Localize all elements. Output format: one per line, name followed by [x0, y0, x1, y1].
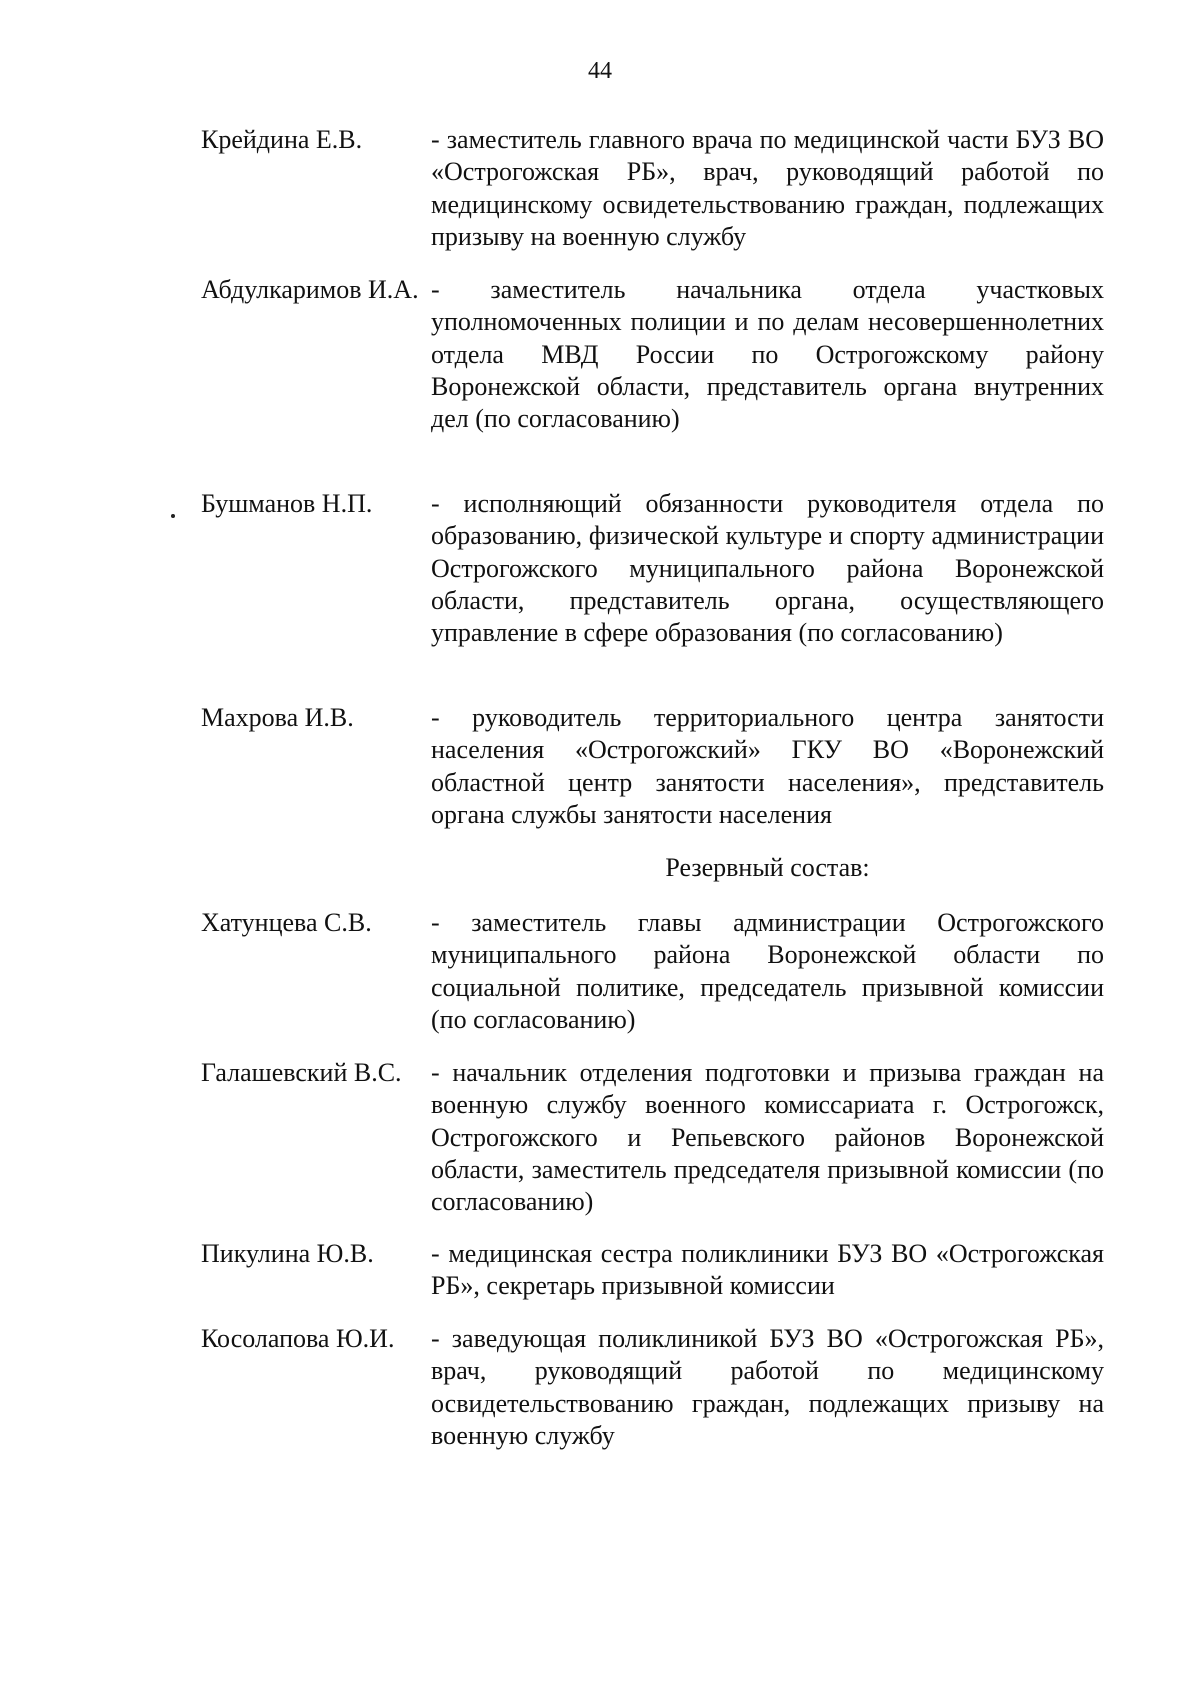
member-name: Махрова И.В. — [201, 703, 354, 732]
member-description: - заведующая поликлиникой БУЗ ВО «Острогожская РБ», врач, руководящий работой по медицинскому освидетельствованию граждан, подлежащих призыву на военную службу — [431, 1324, 1104, 1450]
member-description: - заместитель главного врача по медицинской части БУЗ ВО «Острогожская РБ», врач, руководящий работой по медицинскому освидетельствованию граждан, подлежащих призыву на военную службу — [431, 125, 1104, 251]
reserve-heading: Резервный состав: — [665, 853, 870, 882]
margin-dot-mark — [171, 514, 175, 518]
member-name: Хатунцева С.В. — [201, 908, 372, 937]
member-name: Абдулкаримов И.А. — [201, 275, 419, 304]
member-description: - заместитель главы администрации Острогожского муниципального района Воронежской области по социальной политике, председатель призывной комиссии (по согласованию) — [431, 908, 1104, 1034]
member-description: - заместитель начальника отдела участковых уполномоченных полиции и по делам несовершеннолетних отдела МВД России по Острогожскому району Воронежской области, представитель органа внутренних дел (по согласованию) — [431, 275, 1104, 434]
member-description: - начальник отделения подготовки и призыва граждан на военную службу военного комиссариата г. Острогожск, Острогожского и Репьевского районов Воронежской области, заместитель председателя призывной комиссии (по согласованию) — [431, 1058, 1104, 1217]
page-number: 44 — [588, 58, 612, 84]
member-name: Косолапова Ю.И. — [201, 1324, 395, 1353]
member-description: - руководитель территориального центра занятости населения «Острогожский» ГКУ ВО «Воронежский областной центр занятости населения», представитель органа службы занятости населения — [431, 703, 1104, 829]
member-name: Галашевский В.С. — [201, 1058, 402, 1087]
member-name: Пикулина Ю.В. — [201, 1239, 374, 1268]
member-name: Крейдина Е.В. — [201, 125, 363, 154]
member-description: - исполняющий обязанности руководителя отдела по образованию, физической культуре и спорту администрации Острогожского муниципального района Воронежской области, представитель органа, осуществляющего управление в сфере образования (по согласованию) — [431, 489, 1104, 648]
member-name: Бушманов Н.П. — [201, 489, 373, 518]
member-description: - медицинская сестра поликлиники БУЗ ВО «Острогожская РБ», секретарь призывной комиссии — [431, 1239, 1104, 1301]
